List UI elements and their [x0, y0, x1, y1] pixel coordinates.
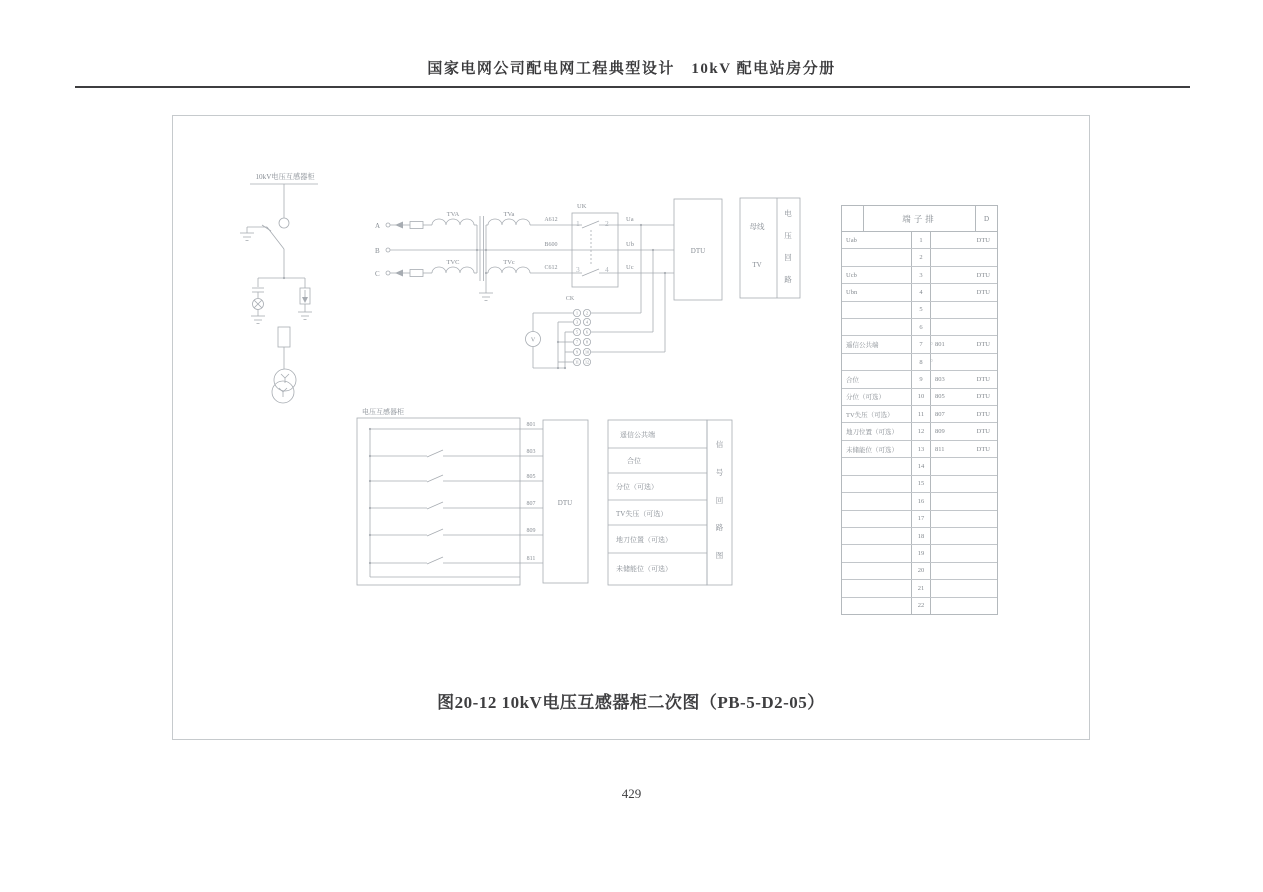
terminal-number [911, 249, 931, 265]
terminal-number-text: 16 [917, 497, 925, 505]
terminal-wire-cell [931, 476, 997, 492]
busbar-tv-box [740, 198, 800, 298]
terminal-number [911, 545, 931, 561]
signal-loop-char: 回 [715, 496, 724, 505]
fuse-symbol [278, 327, 290, 369]
coil-tvc-label: TVC [446, 259, 460, 266]
terminal-wire-cell [931, 267, 997, 283]
terminal-number-text: 9 [919, 375, 923, 383]
ck-label: CK [565, 296, 575, 302]
terminal-number-text: 5 [919, 306, 923, 314]
terminal-wire-cell [931, 423, 997, 439]
terminal-row [842, 422, 997, 439]
terminal-number [911, 302, 931, 318]
terminal-header-corner [842, 206, 864, 231]
signal-row-label: 未储能位（可选） [616, 565, 672, 573]
signal-wire-label: 805 [526, 474, 536, 480]
phase-a-label: A [375, 222, 381, 230]
terminal-number [911, 389, 931, 405]
terminal-signal-label: TV失压（可选） [846, 411, 894, 419]
dtu-destination: DTU [976, 428, 990, 436]
terminal-column-d: D [975, 206, 997, 231]
terminal-wire-cell [931, 406, 997, 422]
signal-row-label: 合位 [627, 457, 641, 465]
terminal-signal-label [842, 249, 911, 265]
voltage-transformer-symbol [272, 369, 296, 403]
signal-loop-char: 信 [715, 440, 724, 449]
page-number: 429 [621, 786, 642, 801]
terminal-signal-label [842, 598, 911, 614]
uk-switch-box [572, 203, 618, 287]
terminal-row [842, 510, 997, 527]
terminal-number-text: 7 [919, 341, 923, 349]
terminal-number-text: 12 [917, 428, 925, 436]
dtu-box-upper [674, 199, 722, 300]
terminal-number [911, 406, 931, 422]
ck-contact: 4 [586, 319, 588, 325]
terminal-number [911, 511, 931, 527]
terminal-wire-cell [931, 598, 997, 614]
disconnector-switch [262, 218, 289, 249]
terminal-row [842, 335, 997, 352]
terminal-number-text: 20 [917, 567, 925, 575]
terminal-signal-label: Uab [846, 236, 857, 244]
terminal-number [911, 319, 931, 335]
ck-contact: 3 [576, 319, 578, 325]
wire-number: 803 [935, 375, 945, 383]
terminal-signal-label: 合位 [846, 376, 859, 384]
terminal-row [842, 353, 997, 370]
terminal-wire-cell [931, 458, 997, 474]
terminal-number-text: 2 [919, 254, 923, 262]
wire-c612-label: C612 [544, 265, 558, 271]
phase-b-label: B [375, 247, 380, 255]
terminal-number-text: 17 [917, 515, 925, 523]
pt-cabinet-schematic [240, 172, 318, 403]
dtu-destination: DTU [976, 445, 990, 453]
dtu-destination: DTU [976, 288, 990, 296]
terminal-wire-cell [931, 493, 997, 509]
terminal-number [911, 563, 931, 579]
terminal-row [842, 562, 997, 579]
terminal-table-title: 端子排 [902, 213, 937, 224]
terminal-row [842, 370, 997, 387]
terminal-number-text: 10 [917, 393, 925, 401]
terminal-wire-cell [931, 249, 997, 265]
terminal-signal-label: 遥信公共端 [846, 342, 879, 350]
terminal-number-text: 13 [917, 445, 925, 453]
terminal-number [911, 458, 931, 474]
page-header-title: 国家电网公司配电网工程典型设计 10kV 配电站房分册 [427, 61, 836, 77]
terminal-signal-label: Ucb [846, 271, 857, 279]
voltage-loop-char: 路 [784, 275, 792, 284]
terminal-number-text: 1 [919, 236, 923, 244]
terminal-number-text: 21 [917, 584, 925, 592]
terminal-row [842, 405, 997, 422]
terminal-wire-cell [931, 528, 997, 544]
terminal-wire-cell [931, 563, 997, 579]
terminal-wire-cell [931, 371, 997, 387]
terminal-number [911, 267, 931, 283]
dtu-destination: DTU [976, 341, 990, 349]
terminal-number [911, 528, 931, 544]
terminal-row [842, 440, 997, 457]
terminal-row [842, 266, 997, 283]
terminal-row [842, 248, 997, 265]
terminal-signal-label [842, 545, 911, 561]
terminal-row [842, 579, 997, 596]
terminal-number-text: 8 [919, 358, 923, 366]
jumper-mark: ○ [929, 341, 933, 347]
signal-row-label: 分位（可选） [616, 483, 658, 491]
terminal-wire-cell [931, 319, 997, 335]
signal-wire-label: 801 [526, 422, 536, 428]
dtu-destination: DTU [976, 236, 990, 244]
header-rule [75, 86, 1190, 88]
terminal-wire-cell [931, 545, 997, 561]
voltmeter [526, 332, 541, 347]
signal-loop-char: 号 [715, 468, 724, 477]
terminal-number [911, 580, 931, 596]
terminal-row [842, 388, 997, 405]
out-ub-label: Ub [626, 241, 634, 248]
terminal-strip-table [841, 205, 998, 615]
terminal-row [842, 301, 997, 318]
terminal-signal-label [842, 302, 911, 318]
terminal-number-text: 11 [917, 410, 925, 418]
pt-cabinet-label: 10kV电压互感器柜 [255, 173, 315, 181]
signal-row-label: 地刀位置（可选） [616, 536, 672, 544]
terminal-number [911, 354, 931, 370]
arrow-left-icon [395, 222, 403, 229]
terminal-row [842, 232, 997, 248]
dtu-destination: DTU [976, 393, 990, 401]
ck-contact: 11 [575, 359, 579, 365]
terminal-number [911, 598, 931, 614]
terminal-wire-cell [931, 354, 997, 370]
busbar-label: 母线 [749, 222, 765, 231]
terminal-number [911, 476, 931, 492]
terminal-wire-cell [931, 232, 997, 248]
signal-wire-label: 809 [526, 528, 536, 534]
voltage-loop-char: 回 [784, 253, 792, 262]
dtu-destination: DTU [976, 375, 990, 383]
phase-c-label: C [375, 270, 380, 278]
signal-cabinet-label: 电压互感器柜 [362, 408, 404, 416]
dtu-destination: DTU [976, 271, 990, 279]
ck-contact: 5 [576, 329, 578, 335]
terminal-number-text: 15 [917, 480, 925, 488]
terminal-number-text: 3 [919, 271, 923, 279]
surge-arrester [298, 278, 312, 320]
ck-contact: 8 [586, 339, 588, 345]
terminal-number [911, 232, 931, 248]
arrow-left-icon [395, 270, 403, 277]
signal-row-label: TV失压（可选） [616, 510, 668, 518]
ck-contact: 12 [585, 359, 589, 365]
terminal-number-text: 18 [917, 532, 925, 540]
terminal-signal-label [842, 319, 911, 335]
terminal-signal-label: 未储能位（可选） [846, 446, 898, 454]
terminal-signal-label [842, 493, 911, 509]
wire-number: 811 [935, 445, 945, 453]
uk-terminal-3: 3 [576, 265, 580, 274]
tv-secondary-circuit [375, 203, 674, 352]
terminal-signal-label: 分位（可选） [846, 394, 885, 402]
uk-label: UK [577, 203, 587, 210]
signal-wire-label: 803 [526, 449, 536, 455]
terminal-wire-cell [931, 284, 997, 300]
terminal-signal-label [842, 354, 911, 370]
ck-contact: 9 [576, 349, 578, 355]
ck-contact: 1 [576, 310, 578, 316]
signal-row-label: 遥信公共端 [620, 431, 655, 439]
signal-list-box [608, 420, 732, 585]
terminal-wire-cell [931, 302, 997, 318]
signal-loop-char: 路 [715, 523, 724, 532]
wire-b600-label: B600 [544, 242, 558, 248]
signal-wire-label: 807 [526, 501, 536, 507]
dtu-destination: DTU [976, 410, 990, 418]
terminal-number [911, 371, 931, 387]
terminal-wire-cell [931, 580, 997, 596]
terminal-row [842, 475, 997, 492]
terminal-signal-label [842, 458, 911, 474]
terminal-signal-label [842, 476, 911, 492]
voltage-loop-char: 压 [784, 231, 792, 240]
terminal-number [911, 441, 931, 457]
out-ua-label: Ua [626, 216, 634, 223]
terminal-row [842, 283, 997, 300]
ck-contact: 10 [585, 349, 589, 355]
terminal-signal-label: Ubn [846, 288, 858, 296]
dtu-label: DTU [557, 499, 573, 507]
uk-terminal-1: 1 [576, 219, 580, 228]
terminal-number-text: 14 [917, 462, 925, 470]
terminal-number-text: 19 [917, 550, 925, 558]
signal-loop-char: 图 [715, 551, 724, 560]
terminal-row [842, 597, 997, 614]
terminal-row [842, 544, 997, 561]
earthing-switch [240, 227, 267, 241]
figure-caption: 图20-12 10kV电压互感器柜二次图（PB-5-D2-05） [437, 693, 825, 712]
coil-tva2-label: TVa [503, 211, 515, 218]
terminal-number [911, 336, 931, 352]
voltmeter-letter: V [530, 337, 536, 344]
uk-terminal-2: 2 [605, 219, 609, 228]
terminal-number [911, 423, 931, 439]
terminal-signal-label [842, 580, 911, 596]
terminal-wire-cell [931, 389, 997, 405]
terminal-table-body [842, 232, 997, 614]
wire-number: 807 [935, 410, 945, 418]
terminal-number-text: 6 [919, 323, 923, 331]
terminal-signal-label [842, 563, 911, 579]
terminal-wire-cell [931, 441, 997, 457]
wire-number: 801 [935, 341, 945, 349]
coil-tvc2-label: TVc [503, 259, 515, 266]
terminal-number-text: 22 [917, 602, 925, 610]
jumper-mark: ○ [929, 359, 933, 365]
secondary-ground-symbol [479, 293, 493, 301]
terminal-signal-label [842, 528, 911, 544]
terminal-wire-cell [931, 511, 997, 527]
signal-cabinet [357, 407, 543, 585]
signal-wire-label: 811 [526, 556, 536, 562]
ck-contact: 6 [586, 329, 588, 335]
terminal-number [911, 493, 931, 509]
terminal-wire-cell [931, 336, 997, 352]
wire-number: 805 [935, 393, 945, 401]
terminal-row [842, 492, 997, 509]
terminal-row [842, 457, 997, 474]
uk-terminal-4: 4 [605, 265, 609, 274]
wire-number: 809 [935, 428, 945, 436]
busbar-tv-label: TV [752, 261, 762, 269]
out-uc-label: Uc [626, 264, 634, 271]
terminal-signal-label: 地刀位置（可选） [846, 429, 898, 437]
wire-a612-label: A612 [544, 217, 558, 223]
dtu-box-lower [543, 420, 588, 583]
ck-contact: 2 [586, 310, 588, 316]
discharge-indicator [251, 278, 265, 324]
voltage-loop-char: 电 [784, 209, 792, 218]
terminal-number [911, 284, 931, 300]
dtu-label: DTU [690, 247, 706, 255]
terminal-row [842, 318, 997, 335]
terminal-row [842, 527, 997, 544]
terminal-signal-label [842, 511, 911, 527]
terminal-table-header [842, 206, 997, 232]
terminal-number-text: 4 [919, 288, 923, 296]
coil-tva-label: TVA [446, 211, 460, 218]
ck-contact: 7 [576, 339, 578, 345]
ck-selector-switch [526, 296, 591, 369]
